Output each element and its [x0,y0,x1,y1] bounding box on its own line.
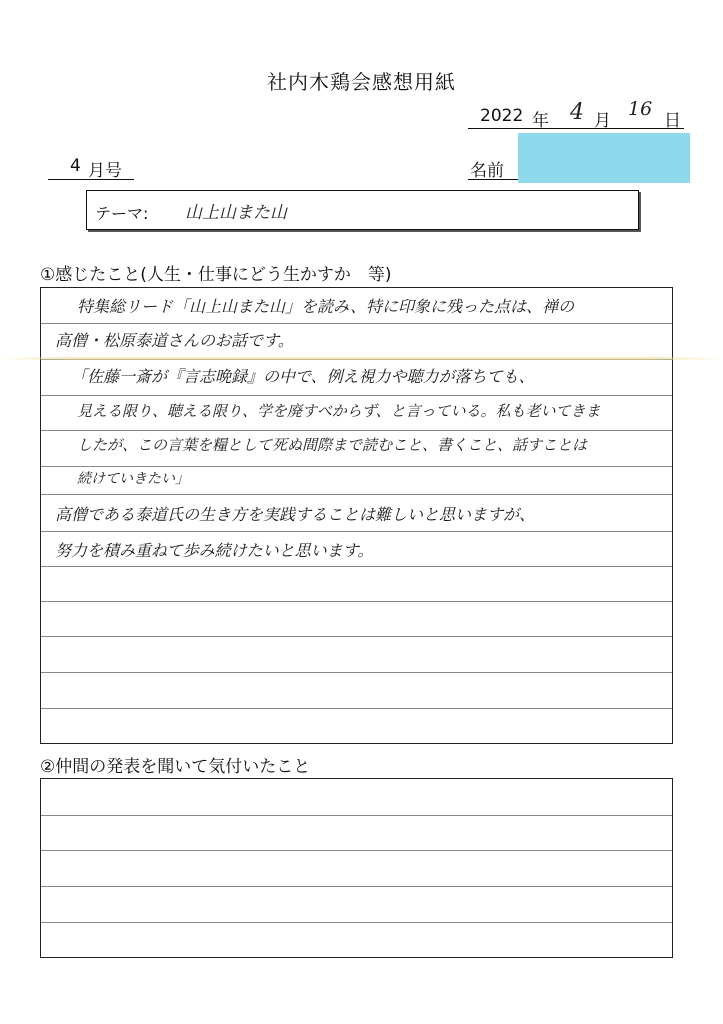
handwritten-line-5: したが、この言葉を糧として死ぬ間際まで読むこと、書くこと、話すことは [77,436,588,454]
ruled-line [41,922,672,923]
issue-unit: 月号 [88,161,122,181]
date-field [468,98,684,131]
theme-box [86,190,639,230]
date-day: 16 [628,98,653,120]
issue-field [48,155,134,180]
handwritten-line-7: 高僧である泰道氏の生き方を実践することは難しいと思いますが、 [55,505,536,524]
handwritten-line-3: 「佐藤一斎が『言志晩録』の中で、例え視力や聴力が落ちても、 [71,367,535,386]
ruled-line [41,708,672,709]
ruled-line [41,601,672,602]
section1-heading: ①感じたこと(人生・仕事にどう生かすか 等) [40,265,392,285]
ruled-line [41,672,672,673]
ruled-line [41,566,672,567]
handwritten-line-8: 努力を積み重ねて歩み続けたいと思います。 [55,541,374,560]
ruled-line [41,636,672,637]
handwritten-line-1: 特集総リード「山上山また山」を読み、特に印象に残った点は、禅の [77,297,574,316]
ruled-line [41,494,672,495]
date-month-unit: 月 [594,111,611,131]
handwritten-line-6: 続けていきたい」 [77,471,189,487]
section2-answer-box [40,778,673,958]
ruled-line [41,850,672,851]
section1-answer-box [40,287,673,744]
issue-number: 4 [70,156,81,176]
date-month: 4 [570,100,584,125]
date-year: 2022 [480,106,524,126]
handwritten-line-4: 見える限り、聴える限り、学を廃すべからず、と言っている。私も老いてきま [77,402,601,420]
ruled-line [41,815,672,816]
name-redaction [518,133,690,183]
ruled-line [41,886,672,887]
scan-streak [0,357,723,360]
ruled-line [41,466,672,467]
date-day-unit: 日 [664,111,681,131]
theme-value: 山上山また山 [185,203,287,223]
date-year-unit: 年 [532,111,549,131]
form-title: 社内木鶏会感想用紙 [267,70,456,94]
theme-label: テーマ: [95,204,149,223]
ruled-line [41,430,672,431]
ruled-line [41,395,672,396]
section2-heading: ②仲間の発表を聞いて気付いたこと [40,757,311,777]
ruled-line [41,531,672,532]
ruled-line [41,323,672,324]
name-label: 名前 [470,161,504,181]
handwritten-line-2: 高僧・松原泰道さんのお話です。 [55,331,294,350]
